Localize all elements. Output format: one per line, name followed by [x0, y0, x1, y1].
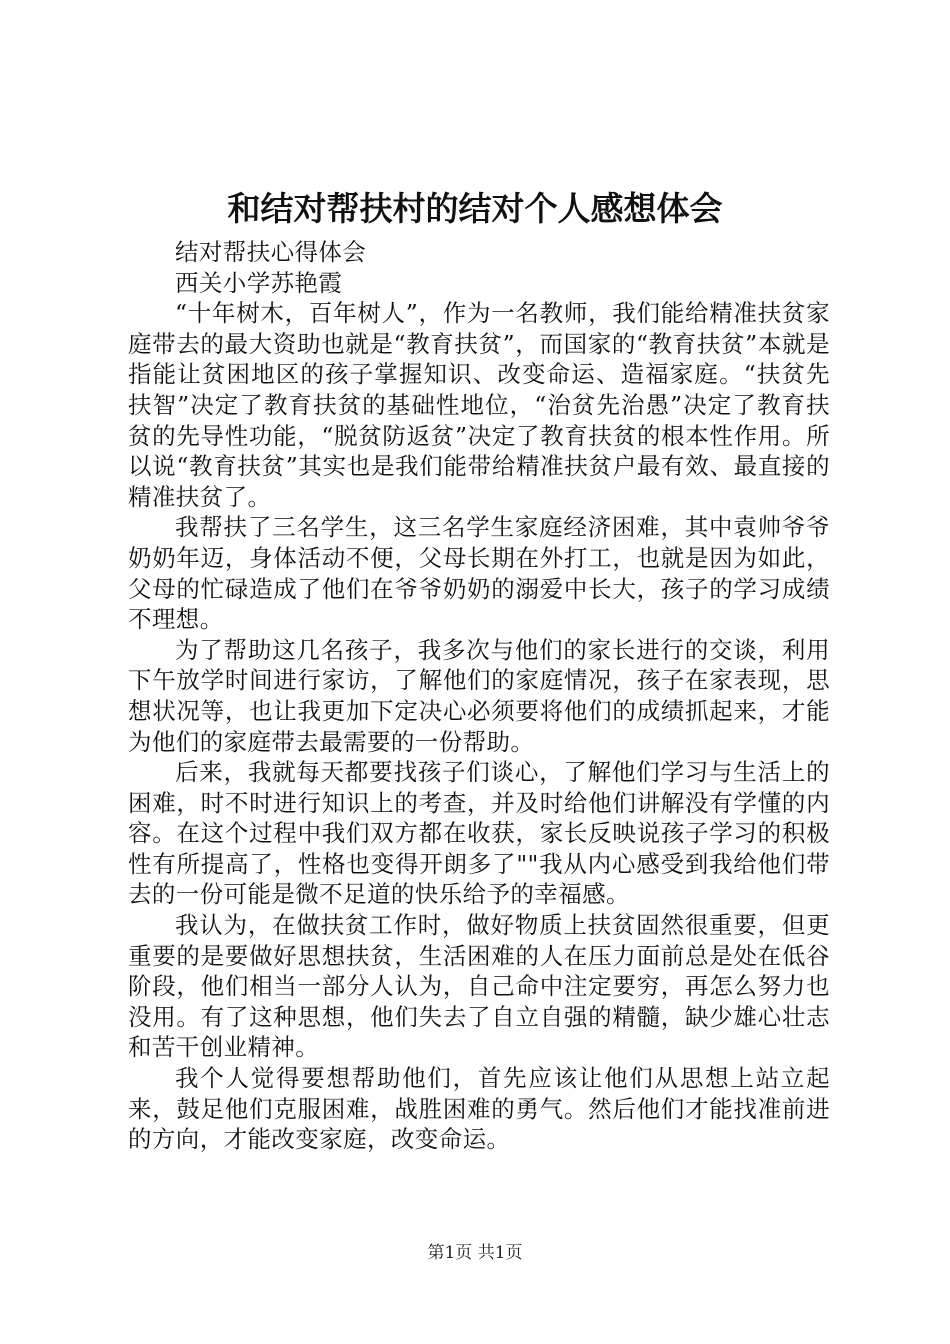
- document-title: 和结对帮扶村的结对个人感想体会: [227, 189, 723, 228]
- document-body: [128, 237, 830, 1155]
- paragraph: 为了帮助这几名孩子，我多次与他们的家长进行的交谈，利用下午放学时间进行家访，了解他们的家庭情况，孩子在家表现，思想状况等，也让我更加下定决心必须要将他们的成绩抓起来，才能为他们的家庭带去最需要的一份帮助。: [128, 635, 830, 756]
- paragraph-author: 西关小学苏艳霞: [175, 268, 343, 297]
- paragraph: 我个人觉得要想帮助他们，首先应该让他们从思想上站立起来，鼓足他们克服困难，战胜困难的勇气。然后他们才能找准前进的方向，才能改变家庭，改变命运。: [128, 1064, 830, 1154]
- paragraph: 我认为，在做扶贫工作时，做好物质上扶贫固然很重要，但更重要的是要做好思想扶贫，生活困难的人在压力面前总是处在低谷阶段，他们相当一部分人认为，自己命中注定要穷，再怎么努力也没用。有了这种思想，他们失去了自立自强的精髓，缺少雄心壮志和苦干创业精神。: [128, 911, 830, 1062]
- paragraph: 后来，我就每天都要找孩子们谈心，了解他们学习与生活上的困难，时不时进行知识上的考查，并及时给他们讲解没有学懂的内容。在这个过程中我们双方都在收获，家长反映说孩子学习的积极性有所提高了，性格也变得开朗多了""我从内心感受到我给他们带去的一份可能是微不足道的快乐给予的幸福感。: [128, 758, 830, 909]
- paragraph-subtitle: 结对帮扶心得体会: [175, 238, 367, 266]
- page-number-footer: 第1页 共1页: [427, 1243, 523, 1263]
- paragraph: “十年树木，百年树人”，作为一名教师，我们能给精准扶贫家庭带去的最大资助也就是“教育扶贫”，而国家的“教育扶贫”本就是指能让贫困地区的孩子掌握知识、改变命运、造福家庭。“扶贫先扶智”决定了教育扶贫的基础性地位，“治贫先治愚”决定了教育扶贫的先导性功能，“脱贫防返贫”决定了教育扶贫的根本性作用。所以说“教育扶贫”其实也是我们能带给精准扶贫户最有效、最直接的精准扶贫了。: [128, 299, 830, 511]
- paragraph: 我帮扶了三名学生，这三名学生家庭经济困难，其中袁帅爷爷奶奶年迈，身体活动不便，父母长期在外打工，也就是因为如此，父母的忙碌造成了他们在爷爷奶奶的溺爱中长大，孩子的学习成绩不理想。: [128, 513, 830, 634]
